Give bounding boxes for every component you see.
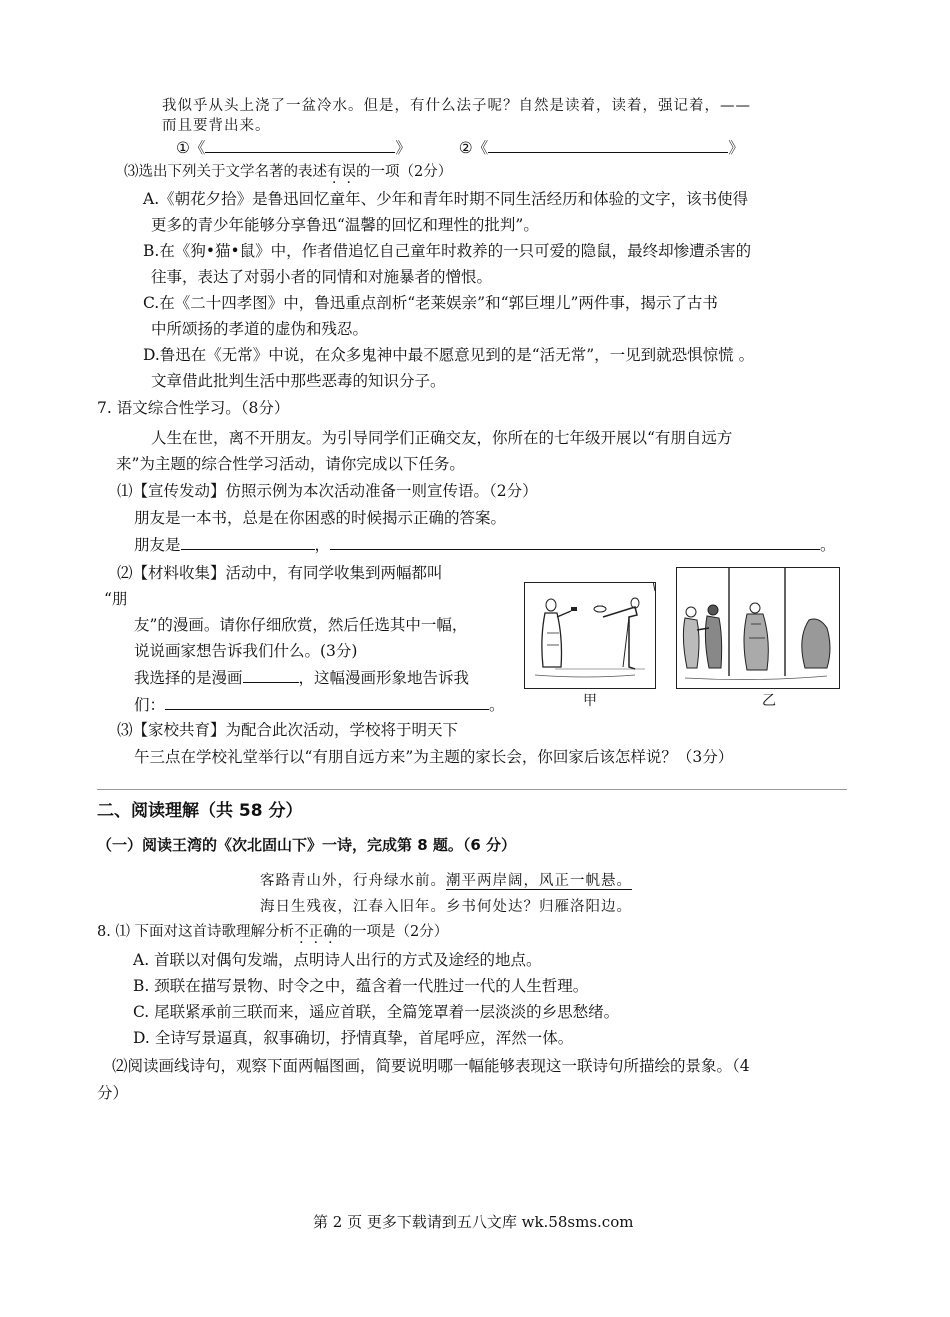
quote-line-1: 我似乎从头上浇了一盆冷水。但是，有什么法子呢？自然是读着，读着，强记着，—— [162, 98, 751, 114]
emphasis-wu: 误 [341, 164, 356, 180]
q7-example: 朋友是一本书，总是在你困惑的时候揭示正确的答案。 [134, 509, 507, 527]
q7-part-3-line-1: ⑶【家校共育】为配合此次活动，学校将于明天下 [117, 721, 459, 739]
q7-part-2-line-3: 友”的漫画。请你仔细欣赏，然后任选其中一幅， [134, 616, 468, 634]
cartoon-jia-drawing-icon [525, 583, 655, 688]
reading-1-title: （一）阅读王湾的《次北固山下》一诗，完成第 8 题。（6 分） [97, 836, 517, 854]
q7-part-2-line-4: 说说画家想告诉我们什么。(3分) [134, 642, 358, 660]
q7-part-2-line-1: ⑵【材料收集】活动中，有同学收集到两幅都叫 [117, 564, 443, 582]
fill-start: 朋友是 [134, 536, 181, 554]
q6-3-stem-b: 的一项（2分） [356, 164, 453, 180]
emphasis-bu: 不 [294, 924, 309, 940]
q7-part-1: ⑴【宣传发动】仿照示例为本次活动准备一则宣传语。（2分） [117, 482, 538, 500]
q8-part-2-line-1: ⑵阅读画线诗句，观察下面两幅图画，简要说明哪一幅能够表现这一联诗句所描绘的景象。（4 [112, 1057, 750, 1075]
q8-part-2-line-2: 分） [97, 1084, 129, 1102]
poem-line-1-a: 客路青山外，行舟绿水前。 [260, 873, 446, 889]
choice-blank[interactable] [243, 666, 299, 683]
q7-part-2-line-2: “朋 [104, 590, 128, 608]
q7-part-2-line-6 [134, 693, 505, 716]
blank-two-input[interactable] [488, 136, 728, 153]
emphasis-que: 确 [323, 924, 338, 940]
option-c-line-1: C.在《二十四孝图》中，鲁迅重点剖析“老莱娱亲”和“郭巨埋儿”两件事，揭示了古书 [143, 294, 718, 312]
q7-part-3-line-2: 午三点在学校礼堂举行以“有朋自远方来”为主题的家长会，你回家后该怎样说？（3分） [134, 748, 734, 766]
book-blanks [176, 136, 744, 159]
choice-label: 我选择的是漫画 [134, 669, 243, 687]
cartoon-jia [524, 582, 656, 689]
section-divider [97, 789, 847, 790]
emphasis-zheng: 正 [308, 924, 324, 940]
q7-intro-2: 来”为主题的综合性学习活动，请你完成以下任务。 [116, 455, 465, 473]
answer-end: 。 [489, 696, 505, 714]
cartoon-jia-caption: 甲 [583, 693, 597, 709]
quote-line-2: 而且要背出来。 [162, 118, 271, 134]
choice-tail: ，这幅漫画形象地告诉我 [298, 669, 470, 687]
q8-stem-a: 8. ⑴ 下面对这首诗歌理解分析 [97, 924, 295, 940]
q6-3-stem-a: ⑶选出下列关于文学名著的表述 [124, 164, 327, 180]
emphasis-you: 有 [327, 164, 342, 180]
page-footer: 第 2 页 更多下载请到五八文库 wk.58sms.com [313, 1213, 634, 1231]
fill-comma: ， [314, 536, 331, 554]
q6-3-stem [124, 161, 452, 183]
poem-line-1 [260, 870, 632, 892]
cartoon-yi-caption: 乙 [762, 693, 776, 709]
answer-blank[interactable] [165, 693, 489, 710]
q8-option-a: A. 首联以对偶句发端，点明诗人出行的方式及途经的地点。 [133, 951, 542, 969]
cartoon-yi-drawing-icon [677, 568, 839, 688]
poem-underlined-couplet: 潮平两岸阔，风正一帆悬。 [446, 873, 632, 889]
q7-part-2-line-5 [134, 666, 469, 689]
cartoon-yi [676, 567, 840, 689]
answer-label: 们： [134, 696, 166, 714]
fill-blank-1[interactable] [181, 533, 315, 550]
q7-fill-line [134, 533, 836, 556]
poem-line-2: 海日生残夜，江春入旧年。乡书何处达？归雁洛阳边。 [260, 899, 632, 915]
blank-two-close: 》 [728, 139, 744, 157]
blank-two-open: ②《 [458, 139, 489, 157]
option-a-line-1: A.《朝花夕拾》是鲁迅回忆童年、少年和青年时期不同生活经历和体验的文字，该书使得 [143, 190, 749, 208]
option-d-line-1: D.鲁迅在《无常》中说，在众多鬼神中最不愿意见到的是“活无常”，一见到就恐惧惊慌 。 [143, 346, 755, 364]
q8-stem [97, 921, 448, 943]
q8-option-b: B. 颈联在描写景物、时令之中，蕴含着一代胜过一代的人生哲理。 [133, 977, 589, 995]
q8-option-d: D. 全诗写景逼真，叙事确切，抒情真挚，首尾呼应，浑然一体。 [133, 1029, 574, 1047]
option-b-line-2: 往事，表达了对弱小者的同情和对施暴者的憎恨。 [151, 268, 493, 286]
q8-stem-b: 的一项是（2分） [337, 924, 449, 940]
option-d-line-2: 文章借此批判生活中那些恶毒的知识分子。 [151, 372, 446, 390]
section-2-title: 二、阅读理解（共 58 分） [97, 801, 303, 821]
option-c-line-2: 中所颂扬的孝道的虚伪和残忍。 [151, 320, 369, 338]
fill-blank-2[interactable] [330, 533, 820, 550]
q7-title: 7. 语文综合性学习。（8分） [97, 399, 290, 417]
blank-one-close: 》 [395, 139, 411, 157]
blank-one-input[interactable] [205, 136, 395, 153]
q8-option-c: C. 尾联紧承前三联而来，遥应首联，全篇笼罩着一层淡淡的乡思愁绪。 [133, 1003, 620, 1021]
blank-one-open: ①《 [176, 139, 206, 157]
option-a-line-2: 更多的青少年能够分享鲁迅“温馨的回忆和理性的批判”。 [151, 216, 539, 234]
fill-end: 。 [820, 536, 836, 554]
option-b-line-1: B.在《狗•猫•鼠》中，作者借追忆自己童年时救养的一只可爱的隐鼠，最终却惨遭杀害的 [143, 242, 752, 260]
q7-intro-1: 人生在世，离不开朋友。为引导同学们正确交友，你所在的七年级开展以“有朋自远方 [151, 429, 733, 447]
